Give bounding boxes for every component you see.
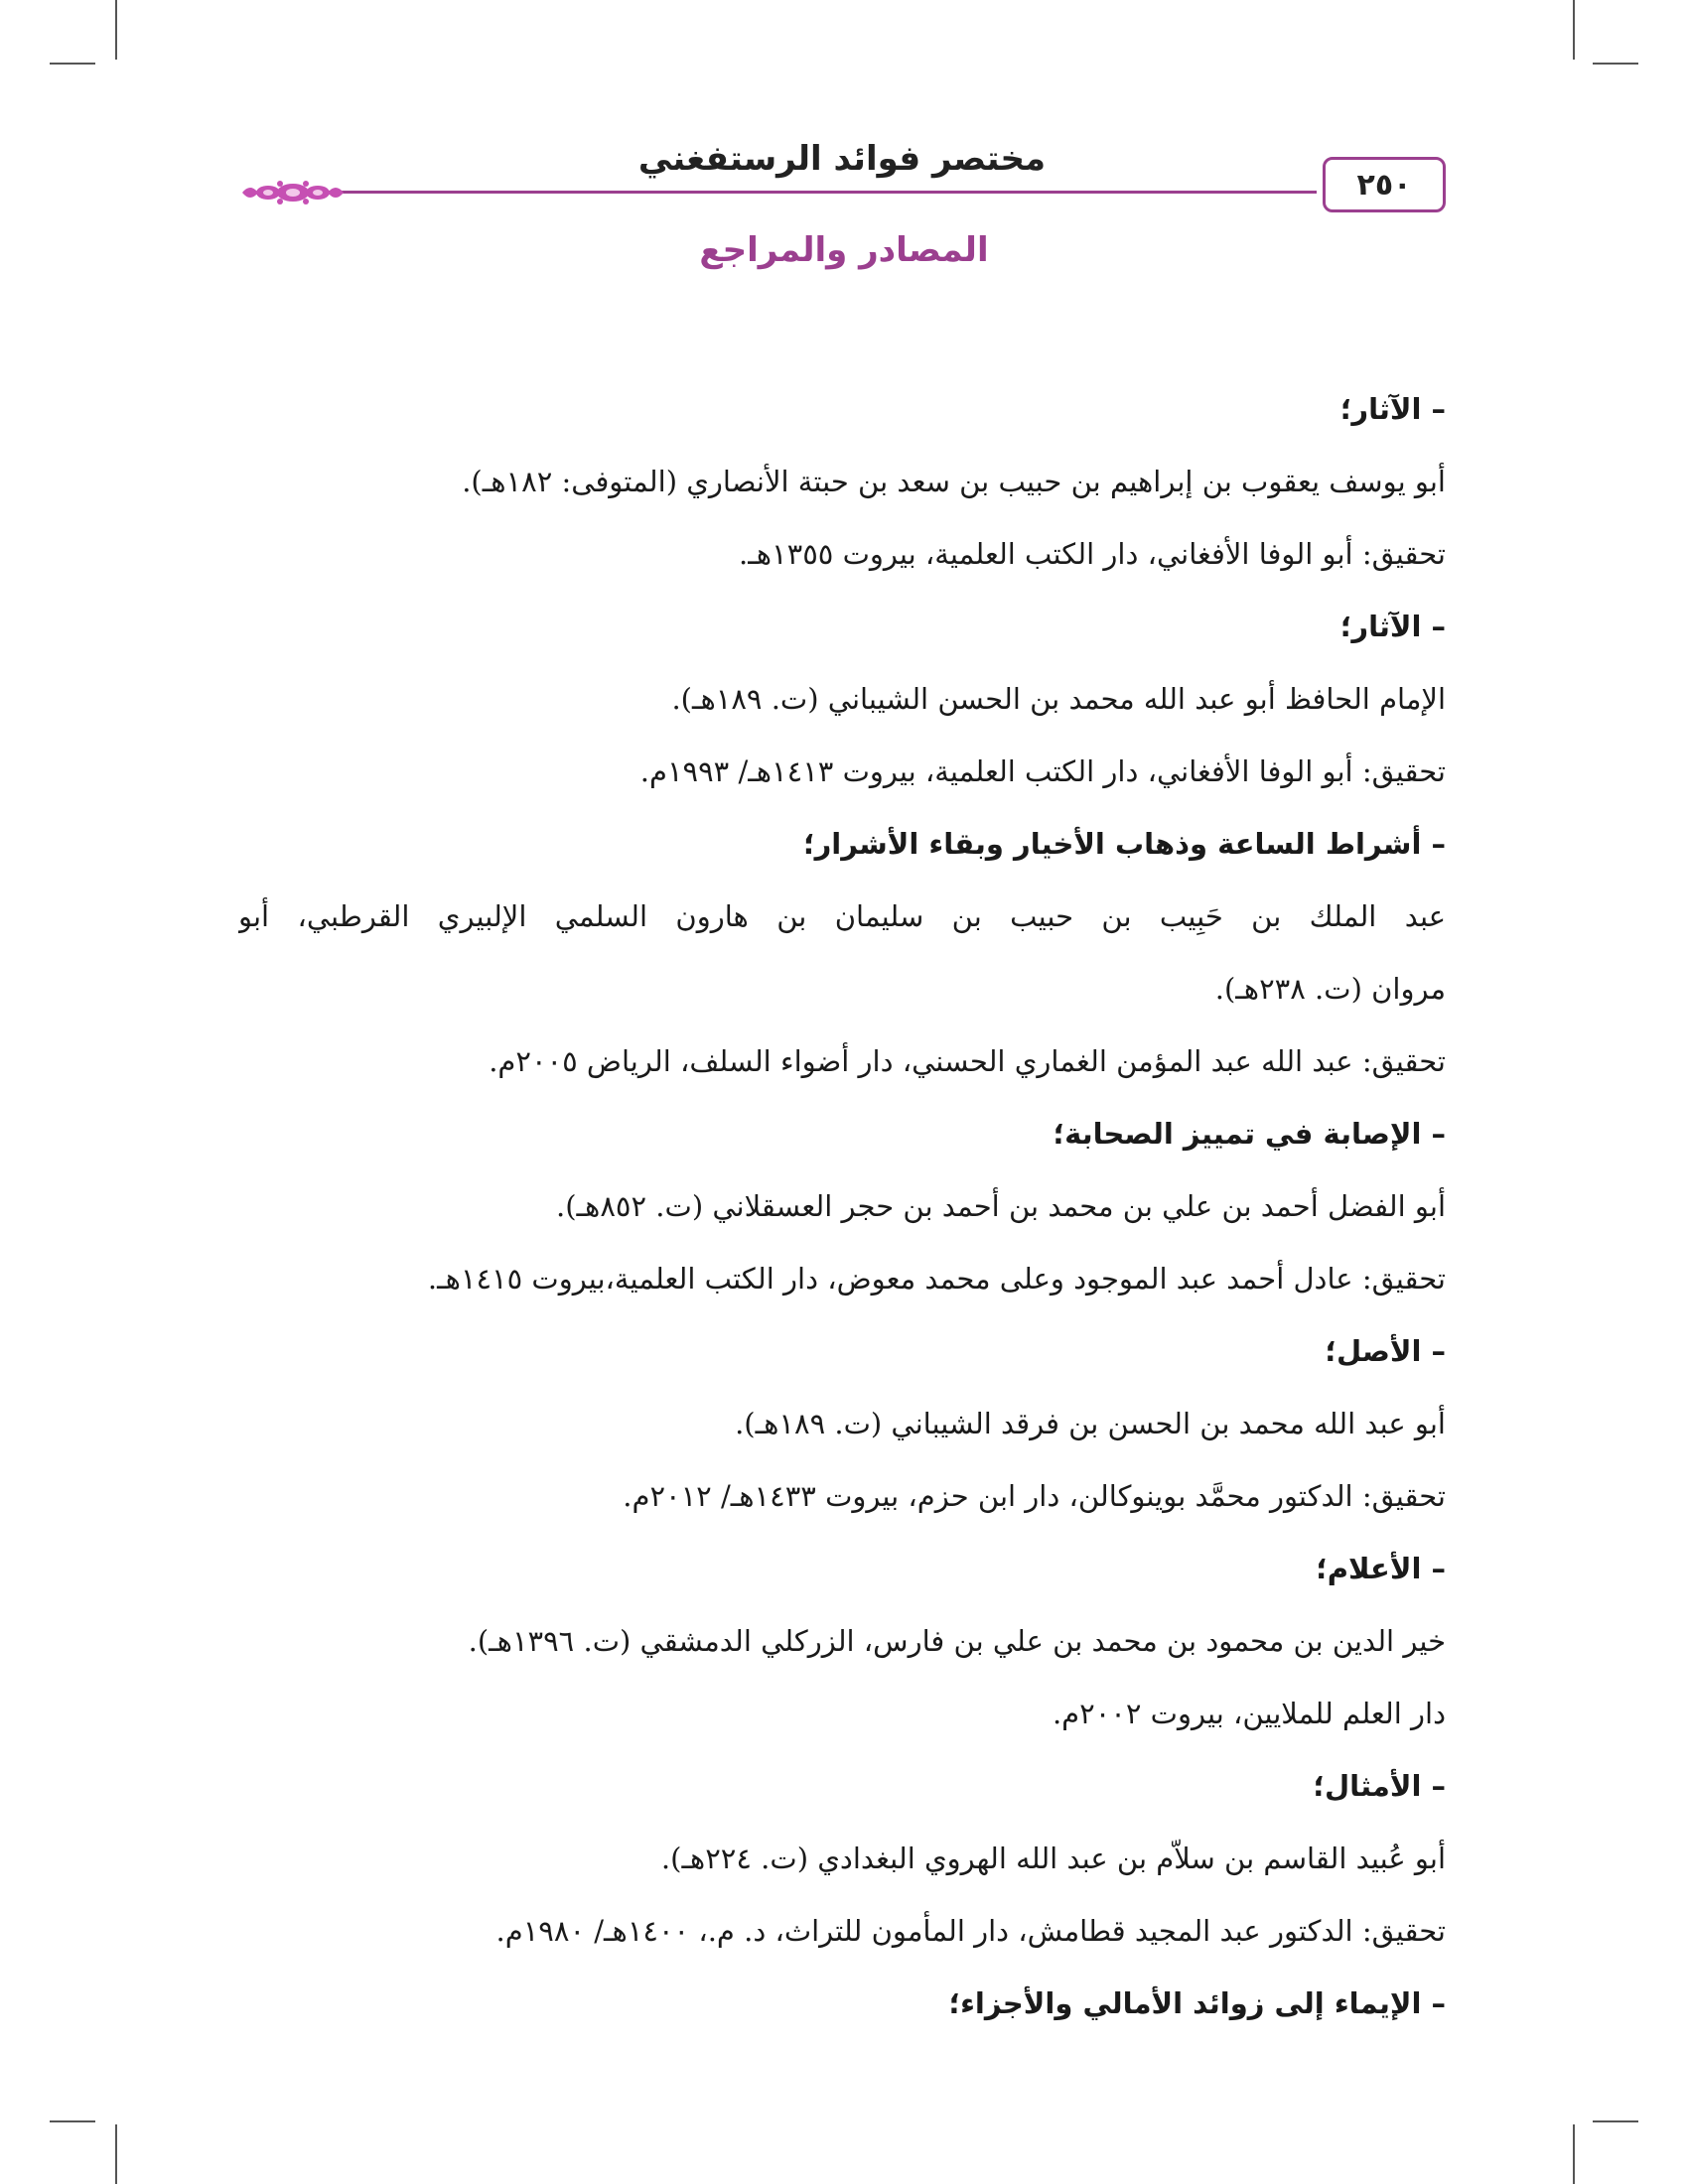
reference-author-continued: مروان (ت. ٢٣٨هـ).	[1214, 972, 1446, 1006]
reference-publication: تحقيق: أبو الوفا الأفغاني، دار الكتب العلمية، بيروت ١٣٥٥هـ.	[739, 537, 1446, 571]
reference-author: عبد الملك بن حَبِيب بن حبيب بن سليمان بن هارون السلمي الإلبيري القرطبي، أبو	[238, 899, 1446, 933]
reference-title: – الأصل؛	[1325, 1334, 1446, 1368]
reference-publication: دار العلم للملايين، بيروت ٢٠٠٢م.	[1052, 1697, 1446, 1730]
references-list	[238, 373, 1446, 2040]
reference-title: – الأعلام؛	[1316, 1552, 1446, 1585]
section-title: المصادر والمراجع	[699, 230, 989, 270]
floral-ornament-icon	[238, 173, 348, 212]
crop-mark	[1573, 0, 1575, 60]
crop-mark	[50, 63, 95, 65]
reference-author: أبو عُبيد القاسم بن سلاّم بن عبد الله الهروي البغدادي (ت. ٢٢٤هـ).	[660, 1842, 1446, 1875]
crop-mark	[1593, 2120, 1638, 2122]
reference-title: – الآثار؛	[1339, 610, 1446, 643]
crop-mark	[1573, 2124, 1575, 2184]
reference-author: خير الدين بن محمود بن محمد بن علي بن فارس، الزركلي الدمشقي (ت. ١٣٩٦هـ).	[468, 1624, 1446, 1658]
reference-author: أبو عبد الله محمد بن الحسن بن فرقد الشيباني (ت. ١٨٩هـ).	[735, 1407, 1446, 1440]
reference-author: أبو الفضل أحمد بن علي بن محمد بن أحمد بن حجر العسقلاني (ت. ٨٥٢هـ).	[556, 1189, 1446, 1223]
reference-publication: تحقيق: أبو الوفا الأفغاني، دار الكتب العلمية، بيروت ١٤١٣هـ/ ١٩٩٣م.	[639, 754, 1446, 788]
reference-publication: تحقيق: عبد الله عبد المؤمن الغماري الحسني، دار أضواء السلف، الرياض ٢٠٠٥م.	[489, 1044, 1446, 1078]
page-number: ٢٥٠	[1323, 157, 1446, 212]
reference-author: الإمام الحافظ أبو عبد الله محمد بن الحسن الشيباني (ت. ١٨٩هـ).	[671, 682, 1446, 716]
reference-publication: تحقيق: الدكتور محمَّد بوينوكالن، دار ابن حزم، بيروت ١٤٣٣هـ/ ٢٠١٢م.	[623, 1479, 1446, 1513]
crop-mark	[115, 2124, 117, 2184]
reference-title: – أشراط الساعة وذهاب الأخيار وبقاء الأشرار؛	[803, 827, 1446, 861]
crop-mark	[115, 0, 117, 60]
running-header	[238, 139, 1446, 208]
reference-title: – الإصابة في تمييز الصحابة؛	[1053, 1117, 1446, 1151]
book-title: مختصر فوائد الرستفغني	[637, 139, 1047, 179]
reference-title: – الأمثال؛	[1313, 1769, 1446, 1803]
reference-publication: تحقيق: عادل أحمد عبد الموجود وعلى محمد معوض، دار الكتب العلمية،بيروت ١٤١٥هـ.	[427, 1262, 1446, 1296]
reference-author: أبو يوسف يعقوب بن إبراهيم بن حبيب بن سعد بن حبتة الأنصاري (المتوفى: ١٨٢هـ).	[462, 465, 1446, 498]
reference-publication: تحقيق: الدكتور عبد المجيد قطامش، دار المأمون للتراث، د. م.، ١٤٠٠هـ/ ١٩٨٠م.	[495, 1914, 1446, 1948]
reference-title: – الآثار؛	[1339, 392, 1446, 426]
reference-title: – الإيماء إلى زوائد الأمالي والأجزاء؛	[948, 1986, 1446, 2020]
header-rule	[308, 191, 1317, 194]
crop-mark	[1593, 63, 1638, 65]
crop-mark	[50, 2120, 95, 2122]
